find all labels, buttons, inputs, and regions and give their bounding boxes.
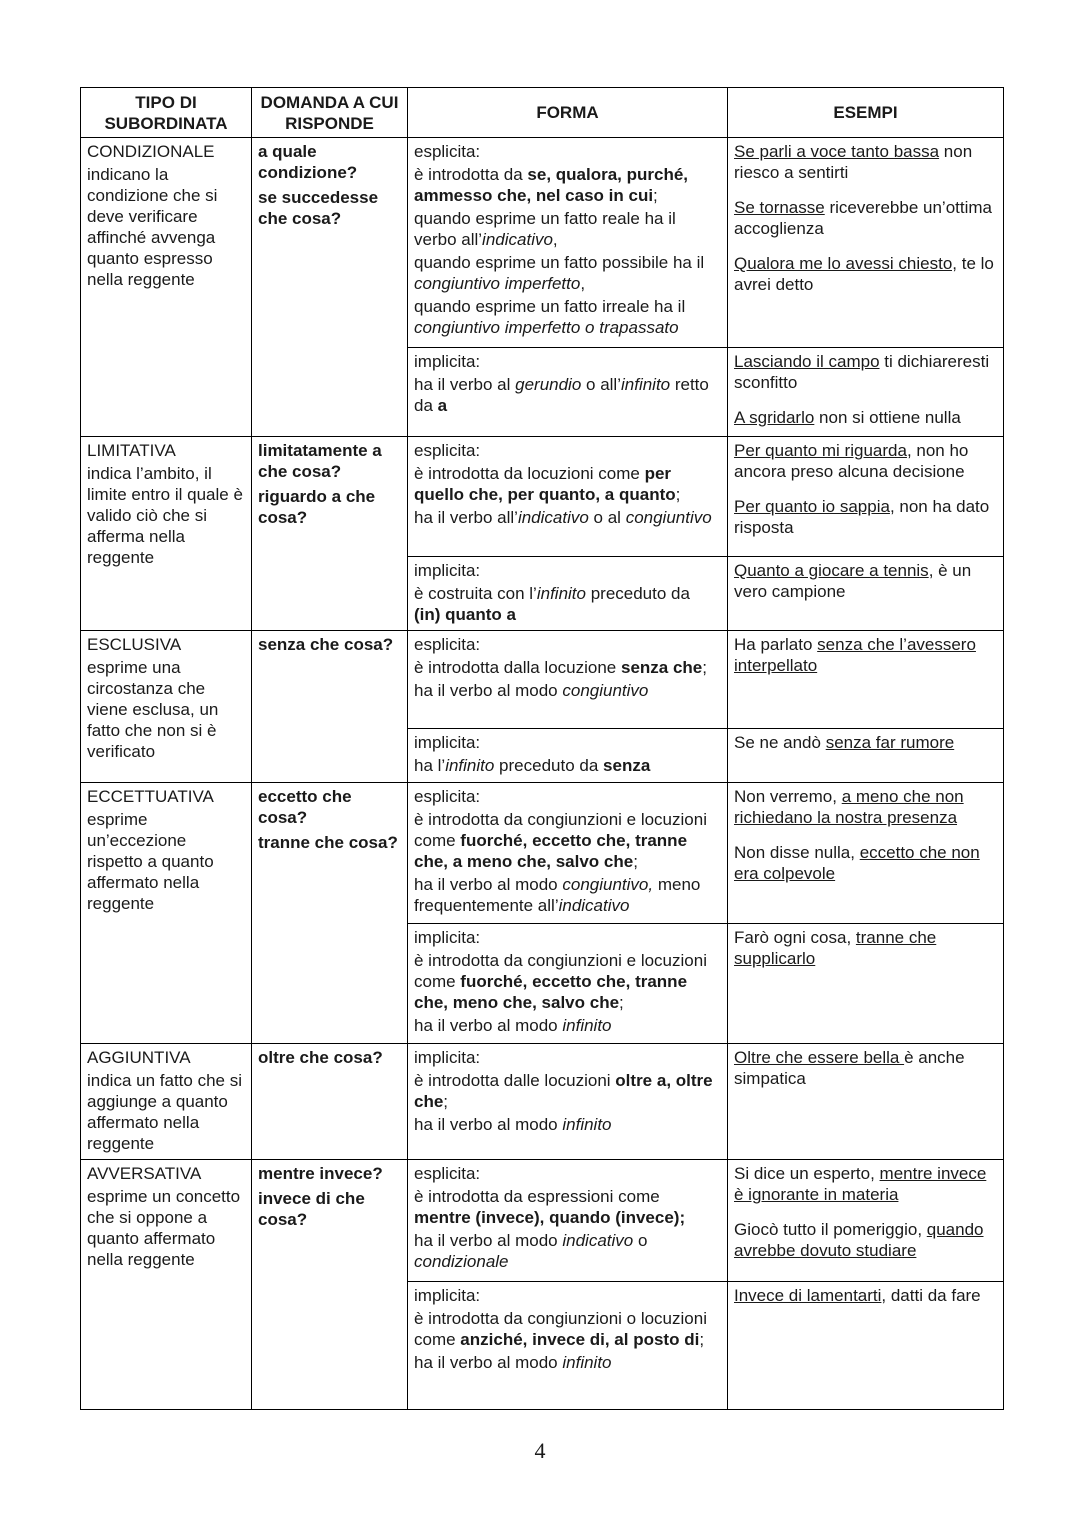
text-run: quando esprime un fatto irreale ha il [414,297,686,316]
text-run: quando esprime un fatto possibile ha il [414,253,705,272]
text-run: esplicita: [414,635,481,654]
text-run: per quello che, per quanto, a quanto [414,464,676,504]
example [734,1219,997,1261]
text-run: è introdotta dalla locuzione [414,658,621,677]
header-row [81,88,1004,138]
text-run: Non disse nulla, [734,843,860,862]
text-run: o all’ [581,375,621,394]
text-run: a [437,396,448,415]
text-run: Lasciando il campo [734,352,880,371]
cell-forma [408,1282,728,1410]
cell-tipo [81,1044,252,1160]
example [734,1285,997,1306]
text-run: Per quanto io sappia [734,497,890,516]
example [734,634,997,676]
question: riguardo a che cosa? [258,487,376,527]
question: mentre invece? [258,1164,383,1183]
example [734,351,997,393]
example [734,786,997,828]
text-run: implicita: [414,1286,481,1305]
form-line [414,1352,721,1373]
question: limitatamente a che cosa? [258,441,382,481]
text-run: è introdotta da espressioni come [414,1187,660,1206]
text-run: , non ho ancora preso alcuna decisione [734,441,969,481]
page-number: 4 [534,1438,546,1463]
table-row [81,437,1004,557]
example [734,927,997,969]
cell-tipo [81,1160,252,1410]
text-run: ha il verbo al modo [414,1231,563,1250]
text-run: non riesco a sentirti [734,142,973,182]
form-line [414,1285,721,1306]
subordinate-type-name: AGGIUNTIVA [87,1048,191,1067]
text-run: implicita: [414,928,481,947]
text-run: te lo avrei detto [734,254,994,294]
cell-forma [408,138,728,348]
cell-forma [408,348,728,437]
cell-domanda [252,437,408,631]
text-run: è introdotta da congiunzioni e locuzioni come [414,951,707,991]
text-run: (in) quanto a [414,605,516,624]
text-run: congiuntivo [562,681,649,700]
text-run: senza far rumore [825,733,955,752]
text-run: oltre a, oltre che [414,1071,713,1111]
text-run: ha il verbo al modo [414,875,563,894]
text-run: ha il verbo all’ [414,508,518,527]
form-line [414,164,721,206]
text-run: ; [702,658,707,677]
form-line [414,583,721,625]
form-line [414,634,721,655]
form-line [414,755,721,776]
cell-tipo [81,783,252,1044]
text-run: Non verremo, [734,787,842,806]
text-run: Se tornasse [734,198,825,217]
text-run: , [552,230,558,249]
form-line [414,1186,721,1228]
text-run: , datti da fare [881,1286,981,1305]
text-run: , non ha dato risposta [734,497,990,537]
form-line [414,927,721,948]
text-run: ti dichiareresti sconfitto [734,352,990,392]
cell-forma [408,783,728,924]
form-line [414,809,721,872]
example [734,496,997,538]
text-run: Qualora me lo avessi chiesto, [734,254,957,273]
form-line [414,463,721,505]
text-run: fuorché, eccetto che, tranne che, a meno che, salvo che [414,831,688,871]
text-run: implicita: [414,1048,481,1067]
text-run: ; [443,1092,449,1111]
text-run: indicativo [562,1231,634,1250]
text-run: ha il verbo al modo [414,1353,563,1372]
text-run: ; [699,1330,705,1349]
text-run: infinito [620,375,671,394]
text-run: esplicita: [414,1164,481,1183]
cell-esempi [728,1282,1004,1410]
cell-domanda [252,631,408,783]
text-run: senza che l’avessero interpellato [734,635,976,675]
cell-forma [408,1044,728,1160]
cell-esempi [728,1160,1004,1282]
text-run: ; [633,852,638,871]
text-run: senza [603,756,651,775]
form-line [414,680,721,701]
subordinate-type-description: esprime un’eccezione rispetto a quanto affermato nella reggente [87,810,214,913]
example [734,1047,997,1089]
example [734,1163,997,1205]
cell-forma [408,729,728,783]
header-tipo: TIPO DI SUBORDINATA [81,88,252,138]
header-esempi: ESEMPI [728,88,1004,138]
form-line [414,1230,721,1272]
form-line [414,296,721,338]
text-run: quando esprime un fatto reale ha il verbo all’ [414,209,676,249]
text-run: infinito [562,1115,612,1134]
subordinate-type-description: indica l’ambito, il limite entro il quale è valido ciò che si afferma nella reggente [87,464,243,567]
text-run: , [580,274,586,293]
text-run: indicativo [482,230,553,249]
form-line [414,1114,721,1135]
form-line [414,950,721,1013]
subordinate-type-name: AVVERSATIVA [87,1164,202,1183]
subordinate-type-description: esprime una circostanza che viene esclusa, un fatto che non si è verificato [87,658,219,761]
cell-forma [408,924,728,1044]
example [734,440,997,482]
form-line [414,208,721,250]
example [734,560,997,602]
text-run: Se ne andò [734,733,826,752]
text-run: preceduto da [585,584,690,603]
question: oltre che cosa? [258,1048,383,1067]
example [734,141,997,183]
text-run: è introdotta dalle locuzioni [414,1071,616,1090]
text-run: Quanto a giocare a tennis [734,561,929,580]
text-run: Giocò tutto il pomeriggio, [734,1220,927,1239]
cell-esempi [728,1044,1004,1160]
subordinate-type-description: indicano la condizione che si deve verificare affinché avvenga quanto espresso nella reggente [87,165,218,289]
cell-esempi [728,631,1004,729]
text-run: indicativo [558,896,630,915]
form-line [414,351,721,372]
table-row [81,631,1004,729]
text-run: congiuntivo imperfetto [414,274,581,293]
question: a quale condizione? [258,142,358,182]
text-run: ; [675,485,681,504]
text-run: Per quanto mi riguarda [734,441,907,460]
cell-domanda [252,783,408,1044]
text-run: ha il verbo al modo [414,681,563,700]
form-line [414,1163,721,1184]
text-run: a meno che non richiedano la nostra presenza [734,787,964,827]
header-forma: FORMA [408,88,728,138]
text-run: mentre invece è ignorante in materia [734,1164,987,1204]
text-run: Si dice un esperto, [734,1164,880,1183]
example [734,732,997,753]
form-line [414,1308,721,1350]
cell-forma [408,1160,728,1282]
text-run: non si ottiene nulla [814,408,961,427]
text-run: infinito [562,1016,612,1035]
subordinate-type-description: esprime un concetto che si oppone a quanto affermato nella reggente [87,1187,241,1269]
text-run: implicita: [414,352,481,371]
subordinate-type-description: indica un fatto che si aggiunge a quanto affermato nella reggente [87,1071,242,1153]
form-line [414,874,721,916]
question: senza che cosa? [258,635,394,654]
form-line [414,560,721,581]
subordinate-type-name: ECCETTUATIVA [87,787,214,806]
text-run: riceverebbe un’ottima accoglienza [734,198,992,238]
cell-esempi [728,783,1004,924]
table-row [81,1044,1004,1160]
text-run: implicita: [414,733,481,752]
cell-tipo [81,437,252,631]
text-run: o [633,1231,648,1250]
text-run: infinito [445,756,495,775]
form-line [414,786,721,807]
text-run: ; [619,993,624,1012]
cell-domanda [252,1044,408,1160]
text-run: è introdotta da congiunzioni e locuzioni come [414,810,707,850]
form-line [414,1047,721,1068]
text-run: infinito [536,584,586,603]
text-run: Oltre che essere bella [734,1048,905,1067]
table-row [81,1160,1004,1282]
text-run: eccetto che non era colpevole [734,843,980,883]
text-run: condizionale [414,1252,509,1271]
table-row [81,138,1004,348]
text-run: congiuntivo [625,508,712,527]
cell-forma [408,557,728,631]
cell-esempi [728,924,1004,1044]
text-run: ha il verbo al [414,375,516,394]
text-run: gerundio [515,375,582,394]
text-run: meno frequentemente all’ [414,875,701,915]
form-line [414,1015,721,1036]
example [734,197,997,239]
text-run: esplicita: [414,142,481,161]
text-run: implicita: [414,561,481,580]
cell-esempi [728,138,1004,348]
question: invece di che cosa? [258,1189,365,1229]
text-run: A sgridarlo [734,408,815,427]
text-run: è costruita con l’ [414,584,537,603]
text-run: retto da [414,375,709,415]
text-run: Ha parlato [734,635,818,654]
text-run: Invece di lamentarti [734,1286,882,1305]
form-line [414,440,721,461]
subordinate-clauses-table [80,87,1004,1410]
subordinate-type-name: ESCLUSIVA [87,635,182,654]
example [734,407,997,428]
cell-tipo [81,138,252,437]
text-run: preceduto da [494,756,604,775]
cell-esempi [728,348,1004,437]
text-run: Se parli a voce tanto bassa [734,142,940,161]
text-run: è introdotta da [414,165,528,184]
table-body [81,138,1004,1410]
table-row [81,783,1004,924]
form-line [414,1070,721,1112]
text-run: ha l’ [414,756,446,775]
text-run: quando avrebbe dovuto studiare [734,1220,984,1260]
cell-forma [408,437,728,557]
text-run: fuorché, eccetto che, tranne che, meno che, salvo che [414,972,688,1012]
form-line [414,252,721,294]
form-line [414,374,721,416]
text-run: indicativo [517,508,589,527]
text-run: congiuntivo, [562,875,654,894]
text-run: esplicita: [414,441,481,460]
cell-domanda [252,1160,408,1410]
cell-forma [408,631,728,729]
question: eccetto che cosa? [258,787,352,827]
subordinate-type-name: LIMITATIVA [87,441,176,460]
cell-esempi [728,437,1004,557]
question: tranne che cosa? [258,833,398,852]
text-run: ha il verbo al modo [414,1115,563,1134]
form-line [414,507,721,528]
text-run: mentre (invece), quando (invece); [414,1208,686,1227]
cell-domanda [252,138,408,437]
text-run: congiuntivo imperfetto o trapassato [414,318,679,337]
question: se succedesse che cosa? [258,188,379,228]
text-run: tranne che supplicarlo [734,928,937,968]
text-run: ha il verbo al modo [414,1016,563,1035]
form-line [414,657,721,678]
text-run: anziché, invece di, al posto di [460,1330,700,1349]
text-run: è anche simpatica [734,1048,965,1088]
form-line [414,141,721,162]
text-run: se, qualora, purché, ammesso che, nel caso in cui [414,165,689,205]
cell-esempi [728,557,1004,631]
subordinate-type-name: CONDIZIONALE [87,142,215,161]
header-domanda: DOMANDA A CUI RISPONDE [252,88,408,138]
text-run: è introdotta da locuzioni come [414,464,645,483]
text-run: o al [588,508,626,527]
cell-tipo [81,631,252,783]
text-run: ; [653,186,658,205]
text-run: esplicita: [414,787,481,806]
form-line [414,732,721,753]
text-run: Farò ogni cosa, [734,928,856,947]
example [734,253,997,295]
example [734,842,997,884]
text-run: senza che [620,658,703,677]
text-run: infinito [562,1353,612,1372]
text-run: è introdotta da congiunzioni o locuzioni come [414,1309,707,1349]
text-run: , è un vero campione [734,561,972,601]
cell-esempi [728,729,1004,783]
